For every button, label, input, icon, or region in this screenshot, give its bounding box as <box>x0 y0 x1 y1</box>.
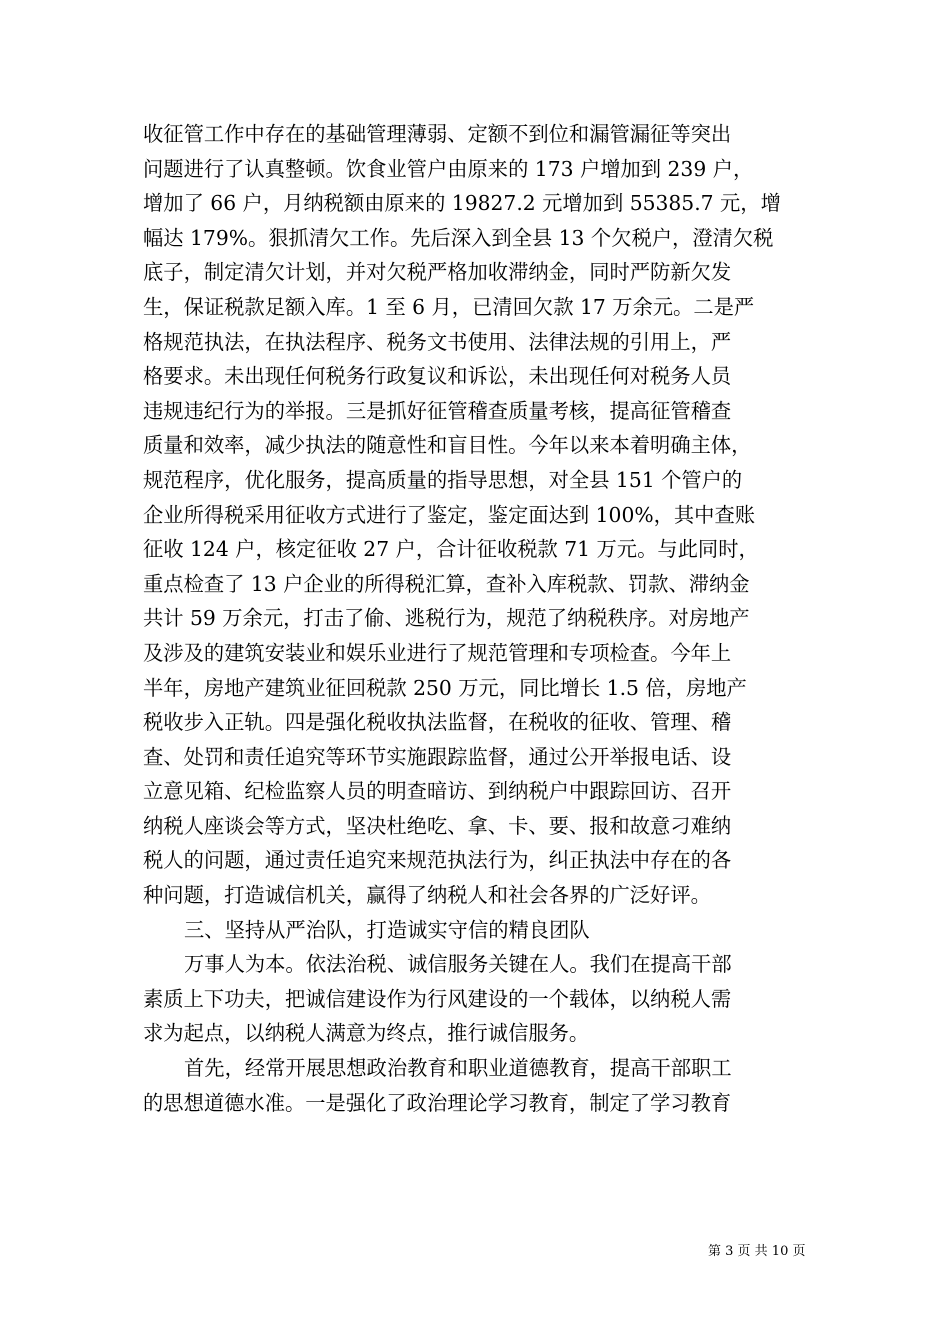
body-line: 格要求。未出现任何税务行政复议和诉讼，未出现任何对税务人员 <box>143 364 732 389</box>
body-line: 素质上下功夫，把诚信建设作为行风建设的一个载体，以纳税人需 <box>143 986 732 1011</box>
page-number-footer: 第 3 页 共 10 页 <box>708 1244 806 1259</box>
body-line: 纳税人座谈会等方式，坚决杜绝吃、拿、卡、要、报和故意刁难纳 <box>143 813 732 838</box>
body-line: 及涉及的建筑安装业和娱乐业进行了规范管理和专项检查。今年上 <box>143 640 732 665</box>
body-line: 征收 124 户，核定征收 27 户，合计征收税款 71 万元。与此同时， <box>143 537 759 562</box>
body-line: 求为起点，以纳税人满意为终点，推行诚信服务。 <box>143 1021 590 1046</box>
body-line: 质量和效率，减少执法的随意性和盲目性。今年以来本着明确主体， <box>143 433 752 458</box>
body-line: 问题进行了认真整顿。饮食业管户由原来的 173 户增加到 239 户， <box>143 156 754 181</box>
paragraph-first-line: 首先，经常开展思想政治教育和职业道德教育，提高干部职工 <box>184 1056 732 1081</box>
body-line: 半年，房地产建筑业征回税款 250 万元，同比增长 1.5 倍，房地产 <box>143 675 747 700</box>
body-line: 收征管工作中存在的基础管理薄弱、定额不到位和漏管漏征等突出 <box>143 122 732 146</box>
body-line: 税人的问题，通过责任追究来规范执法行为，纠正执法中存在的各 <box>143 848 732 873</box>
body-line: 增加了 66 户，月纳税额由原来的 19827.2 元增加到 55385.7 元，增 <box>143 191 781 216</box>
body-line: 规范程序，优化服务，提高质量的指导思想，对全县 151 个管户的 <box>143 467 743 492</box>
paragraph-first-line: 万事人为本。依法治税、诚信服务关键在人。我们在提高干部 <box>184 952 732 977</box>
body-line: 格规范执法，在执法程序、税务文书使用、法律法规的引用上，严 <box>143 329 732 354</box>
body-line: 税收步入正轨。四是强化税收执法监督，在税收的征收、管理、稽 <box>143 710 732 735</box>
body-line: 立意见箱、纪检监察人员的明查暗访、到纳税户中跟踪回访、召开 <box>143 779 732 804</box>
body-line: 重点检查了 13 户企业的所得税汇算，查补入库税款、罚款、滞纳金 <box>143 571 750 596</box>
body-line: 生，保证税款足额入库。1 至 6 月，已清回欠款 17 万余元。二是严 <box>143 294 755 319</box>
body-line: 的思想道德水准。一是强化了政治理论学习教育，制定了学习教育 <box>143 1090 732 1115</box>
section-heading: 三、坚持从严治队，打造诚实守信的精良团队 <box>184 917 590 942</box>
body-line: 幅达 179%。狠抓清欠工作。先后深入到全县 13 个欠税户，澄清欠税 <box>143 225 774 250</box>
body-line: 底子，制定清欠计划，并对欠税严格加收滞纳金，同时严防新欠发 <box>143 260 732 285</box>
body-line: 共计 59 万余元，打击了偷、逃税行为，规范了纳税秩序。对房地产 <box>143 606 750 631</box>
body-line: 种问题，打造诚信机关，赢得了纳税人和社会各界的广泛好评。 <box>143 883 711 908</box>
body-line: 查、处罚和责任追究等环节实施跟踪监督，通过公开举报电话、设 <box>143 744 732 769</box>
body-line: 企业所得税采用征收方式进行了鉴定，鉴定面达到 100%，其中查账 <box>143 502 756 527</box>
body-line: 违规违纪行为的举报。三是抓好征管稽查质量考核，提高征管稽查 <box>143 398 732 423</box>
document-body <box>143 117 807 1120</box>
